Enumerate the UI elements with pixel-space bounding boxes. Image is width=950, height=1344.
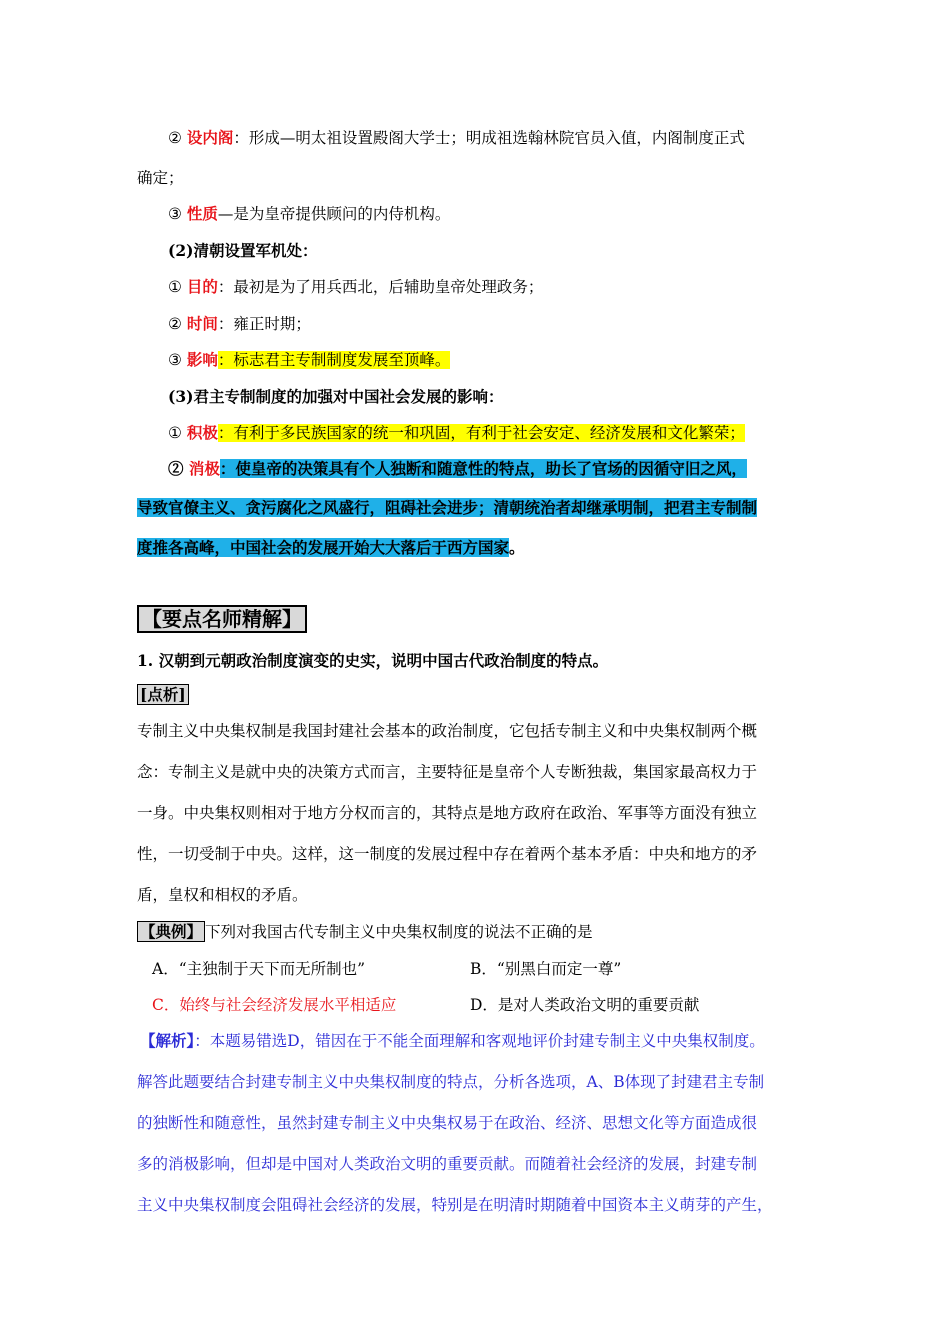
paragraph-line: 性，一切受制于中央。这样，这一制度的发展过程中存在着两个基本矛盾：中央和地方的矛: [137, 845, 758, 863]
keyword: 目的: [186, 277, 218, 296]
keyword: 性质: [186, 204, 218, 223]
highlight: 度推各高峰，中国社会的发展开始大大落后于西方国家: [137, 538, 510, 557]
option-a: A．“主独制于天下而无所制也”: [152, 960, 366, 978]
item-positive: ① 积极：有利于多民族国家的统一和巩固，有利于社会安定、经济发展和文化繁荣；: [168, 423, 745, 442]
highlight: ：使皇帝的决策具有个人独断和随意性的特点，助长了官场的因循守旧之风，: [219, 459, 747, 478]
analysis-tag: [点析]: [137, 684, 189, 705]
item-negative: ② 消极：使皇帝的决策具有个人独断和随意性的特点，助长了官场的因循守旧之风，: [168, 459, 747, 478]
answer-line: 的独断性和随意性，虽然封建专制主义中央集权易于在政治、经济、思想文化等方面造成很: [137, 1114, 758, 1132]
keyword: 积极: [186, 423, 218, 442]
example-tag: 【典例】: [137, 921, 205, 942]
item-purpose: ① 目的：最初是为了用兵西北，后辅助皇帝处理政务；: [168, 277, 544, 296]
question-1: 1. 汉朝到元朝政治制度演变的史实，说明中国古代政治制度的特点。: [137, 651, 609, 670]
item-time: ② 时间：雍正时期；: [168, 314, 311, 333]
paragraph-line: 一身。中央集权则相对于地方分权而言的，其特点是地方政府在政治、军事等方面没有独立: [137, 804, 758, 822]
keyword: 设内阁: [186, 128, 234, 147]
section-title: 【要点名师精解】: [137, 605, 307, 633]
highlight: 导致官僚主义、贪污腐化之风盛行，阻碍社会进步；清朝统治者却继承明制，把君主专制制: [137, 498, 758, 517]
item-nature: ③ 性质—是为皇帝提供顾问的内侍机构。: [168, 204, 451, 223]
heading-junjichu: (2)清朝设置军机处：: [168, 241, 318, 260]
option-d: D．是对人类政治文明的重要贡献: [470, 996, 700, 1014]
example-question: 【典例】 下列对我国古代专制主义中央集权制度的说法不正确的是: [137, 921, 593, 943]
highlight: ：有利于多民族国家的统一和巩固，有利于社会安定、经济发展和文化繁荣；: [217, 424, 745, 442]
answer-line: 解答此题要结合封建专制主义中央集权制度的特点，分析各选项，A、B体现了封建君主专制: [137, 1073, 765, 1091]
answer-line: 【解析】：本题易错选D，错因在于不能全面理解和客观地评价封建专制主义中央集权制度。: [140, 1031, 765, 1050]
answer-line: 多的消极影响，但却是中国对人类政治文明的重要贡献。而随着社会经济的发展，封建专制: [137, 1155, 758, 1173]
item-negative-l3: 度推各高峰，中国社会的发展开始大大落后于西方国家。: [137, 538, 525, 557]
answer-tag: 【解析】: [140, 1031, 195, 1050]
item-cabinet-cont: 确定；: [137, 169, 184, 187]
paragraph-line: 专制主义中央集权制是我国封建社会基本的政治制度，它包括专制主义和中央集权制两个概: [137, 722, 758, 740]
item-cabinet: ② 设内阁：形成—明太祖设置殿阁大学士；明成祖选翰林院官员入值，内阁制度正式: [168, 128, 745, 147]
item-negative-l2: [137, 497, 757, 519]
highlight: ：标志君主专制制度发展至顶峰。: [217, 351, 451, 369]
option-c: C．始终与社会经济发展水平相适应: [152, 996, 397, 1014]
keyword: 影响: [186, 350, 218, 369]
item-impact: ③ 影响：标志君主专制制度发展至顶峰。: [168, 350, 451, 369]
keyword: 时间: [186, 314, 218, 333]
paragraph-line: 念：专制主义是就中央的决策方式而言，主要特征是皇帝个人专断独裁，集国家最高权力于: [137, 763, 758, 781]
answer-line: 主义中央集权制度会阻碍社会经济的发展，特别是在明清时期随着中国资本主义萌芽的产生，: [137, 1196, 773, 1214]
option-b: B．“别黑白而定一尊”: [470, 960, 622, 978]
analysis-tag-line: [137, 684, 189, 706]
keyword: 消极: [188, 459, 220, 478]
paragraph-line: 盾，皇权和相权的矛盾。: [137, 886, 308, 904]
heading-influence: (3)君主专制制度的加强对中国社会发展的影响：: [168, 387, 504, 406]
